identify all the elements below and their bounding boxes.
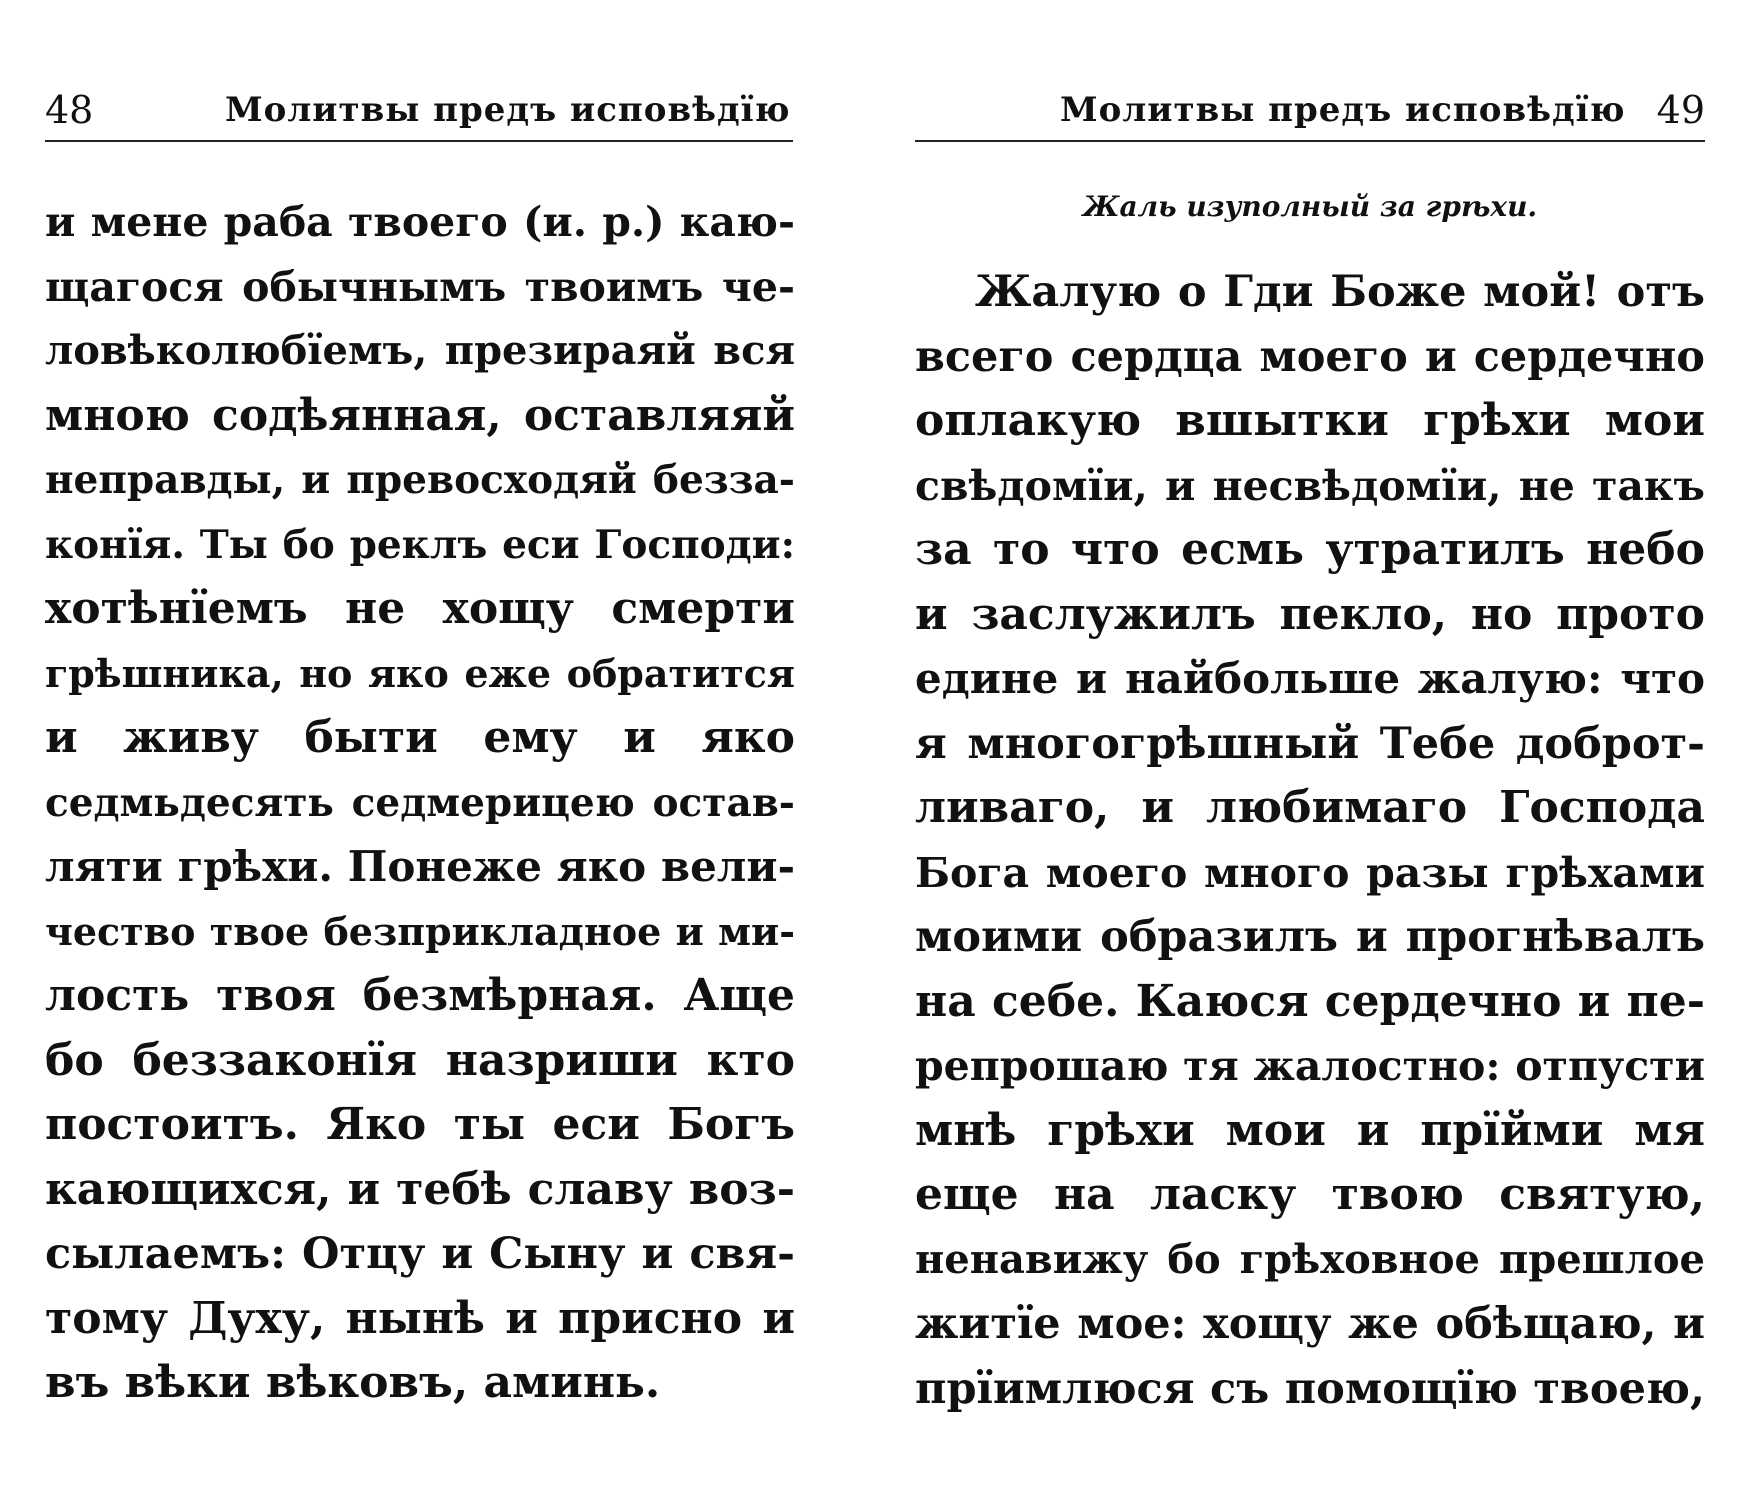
page-number-left: 48 [45, 88, 94, 132]
text-line: тому Духу, нынѣ и присно и [45, 1292, 795, 1344]
text-line: еще на ласку твою святую, [915, 1169, 1705, 1220]
text-line: ненавижу бо грѣховное прешлое [915, 1235, 1705, 1283]
text-line: репрошаю тя жалостно: отпусти [915, 1042, 1705, 1090]
header-rule-left [45, 140, 793, 142]
text-line: житїе мое: хощу же обѣщаю, и [915, 1299, 1705, 1349]
text-line: конїя. Ты бо реклъ еси Господи: [45, 521, 795, 568]
right-page [915, 0, 1705, 1500]
running-head-left [45, 88, 840, 138]
text-line: моими образилъ и прогнѣвалъ [915, 912, 1705, 962]
running-title-right: Молитвы предъ исповѣдїю [1060, 90, 1626, 130]
text-line: едине и найбольше жалую: что [915, 654, 1705, 703]
header-rule-right [915, 140, 1705, 142]
page-number-right: 49 [1656, 88, 1705, 132]
text-line: Бога моего много разы грѣхами [915, 848, 1705, 897]
text-line: прїимлюся съ помощїю твоею, [915, 1363, 1705, 1414]
text-line: и живу быти ему и яко [45, 712, 795, 763]
text-line: ливаго, и любимаго Господа [915, 782, 1705, 833]
text-line: кающихся, и тебѣ славу воз- [45, 1163, 795, 1215]
text-line: седмьдесять седмерицею остав- [45, 779, 795, 826]
running-title-left: Молитвы предъ исповѣдїю [225, 90, 791, 130]
prayer-text-right [915, 260, 1705, 1421]
text-line: я многогрѣшный Тебе доброт- [915, 718, 1705, 769]
text-line: всего сердца моего и сердечно [915, 331, 1705, 382]
text-line: ловѣколюбїемъ, презираяй вся [45, 327, 795, 374]
text-line: хотѣнїемъ не хощу смерти [45, 583, 795, 634]
left-page [45, 0, 840, 1500]
text-line: мною содѣянная, оставляяй [45, 389, 795, 441]
text-line: постоитъ. Яко ты еси Богъ [45, 1099, 795, 1150]
text-line: свѣдомїи, и несвѣдомїи, не такъ [915, 461, 1705, 510]
text-line: на себе. Каюся сердечно и пе- [915, 975, 1705, 1027]
text-line: и мене раба твоего (и. р.) каю- [45, 198, 795, 246]
text-line: щагося обычнымъ твоимъ че- [45, 262, 795, 311]
prayer-text-left [45, 190, 795, 1416]
text-line: за то что есмь утратилъ небо [915, 524, 1705, 575]
text-line: Жалую о Гди Боже мой! отъ [975, 267, 1705, 317]
text-line: и заслужилъ пекло, но прото [915, 588, 1705, 640]
text-line: оплакую вшытки грѣхи мои [915, 395, 1705, 446]
text-line: ляти грѣхи. Понеже яко вели- [45, 842, 795, 891]
text-line: сылаемъ: Отцу и Сыну и свя- [45, 1229, 795, 1279]
text-line: лость твоя безмѣрная. Аще [45, 970, 795, 1021]
section-subheading: Жаль изуполный за грѣхи. [1082, 190, 1538, 223]
text-line: въ вѣки вѣковъ, аминь. [45, 1357, 661, 1408]
text-line: бо беззаконїя назриши кто [45, 1034, 795, 1086]
text-line: чество твое безприкладное и ми- [45, 908, 795, 954]
running-head-right [915, 88, 1705, 138]
text-line: неправды, и превосходяй безза- [45, 457, 795, 503]
text-line: грѣшника, но яко еже обратится [45, 650, 795, 696]
text-line: мнѣ грѣхи мои и прїйми мя [915, 1104, 1705, 1156]
